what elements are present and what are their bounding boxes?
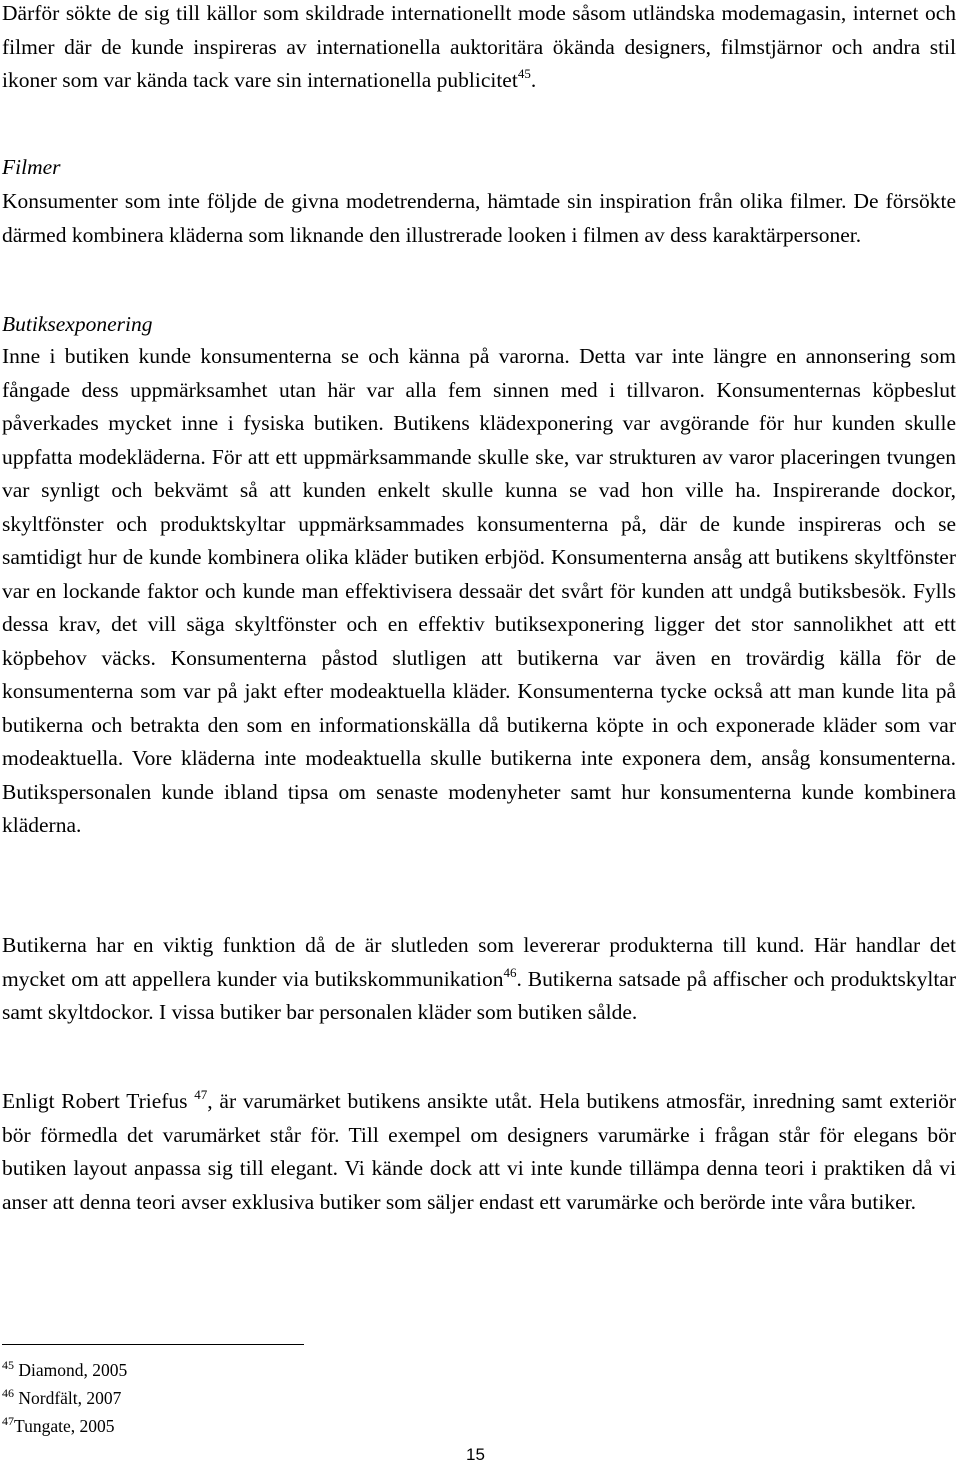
page-number: 15: [466, 1445, 485, 1464]
footnote-47: $^{47}$Tungate, 2005: [2, 1414, 115, 1436]
section-heading-filmer: Filmer: [2, 155, 61, 179]
paragraph-butiksexponering: Inne i butiken kunde konsumenterna se och känna på varorna. Detta var inte längre en annonsering som fångade dess uppmärksamhet utan här var alla fem sinnen med i tillvaron. Konsumenternas köpbeslut påverkades mycket inne i fysiska butiken. Butikens klädexponering var avgörande för hur kunden skulle uppfatta modekläderna. För att ett uppmärksammande skulle ske, var strukturen av varor placeringen tvungen var synligt och bekvämt så att kunden enkelt skulle kunna se vad hon ville ha. Inspirerande dockor, skyltfönster och produktskyltar uppmärksammades konsumenterna på, där de kunde inspireras och se samtidigt hur de kunde kombinera olika kläder butiken erbjöd. Konsumenterna ansåg att butikens skyltfönster var en lockande faktor och kunde man effektivisera dessaär det svårt för kunden att undgå butiksbesök. Fylls dessa krav, det vill säga skyltfönster och en effektiv butiksexponering ligger det stor sannolikhet att ett köpbehov väcks. Konsumenterna påstod slutligen att butikerna var även en trovärdig källa för de konsumenterna som var på jakt efter modeaktuella kläder. Konsumenterna tycke också att man kunde lita på butikerna och betrakta den som en informationskälla då butikerna köpte in och exponerade kläder som var modeaktuella. Vore kläderna inte modeaktuella skulle butikerna inte exponera dem, ansåg konsumenterna. Butikspersonalen kunde ibland tipsa om senaste modenyheter samt hur konsumenterna kunde kombinera kläderna.: [2, 344, 956, 837]
footnote-46: $^{46}$ Nordfält, 2007: [2, 1386, 122, 1408]
footnote-separator: [2, 1344, 304, 1345]
footnote-ref-46: 46: [503, 964, 517, 980]
paragraph-triefus: Enligt Robert Triefus $^{47}$, är varumärket butikens ansikte utåt. Hela butikens atmosfär, inredning samt exteriör bör förmedla det varumärket står för. Till exempel om designers varumärke i frågan står för elegans bör butiken layout anpassa sig till elegant. Vi kände dock att vi inte kunde tillämpa denna teori i praktiken då vi anser att denna teori avser exklusiva butiker som säljer endast ett varumärke och berörde inte våra butiker.: [2, 1087, 957, 1214]
section-heading-butiksexponering: Butiksexponering: [2, 312, 153, 336]
footnote-ref-47: 47: [194, 1087, 208, 1102]
paragraph-filmer: Konsumenter som inte följde de givna modetrenderna, hämtade sin inspiration från olika filmer. De försökte därmed kombinera kläderna som liknande den illustrerade looken i filmen av dess karaktärpersoner.: [2, 189, 956, 247]
footnote-ref-45: 45: [517, 66, 531, 81]
footnote-45: $^{45}$ Diamond, 2005: [2, 1358, 128, 1380]
paragraph-intro: Därför sökte de sig till källor som skildrade internationellt mode såsom utländska modemagasin, internet och filmer där de kunde inspireras av internationella auktoritära ökända designers, filmstjärnor och andra stil ikoner som var kända tack vare sin internationella publicitet$^{45}$.: [2, 1, 956, 92]
paragraph-butikerna: Butikerna har en viktig funktion då de är slutleden som levererar produkterna till kund. Här handlar det mycket om att appellera kunder via butikskommunikation$^{46}$. Butikerna satsade på affischer och produktskyltar samt skyltdockor. I vissa butiker bar personalen kläder som butiken sålde.: [2, 933, 956, 1024]
